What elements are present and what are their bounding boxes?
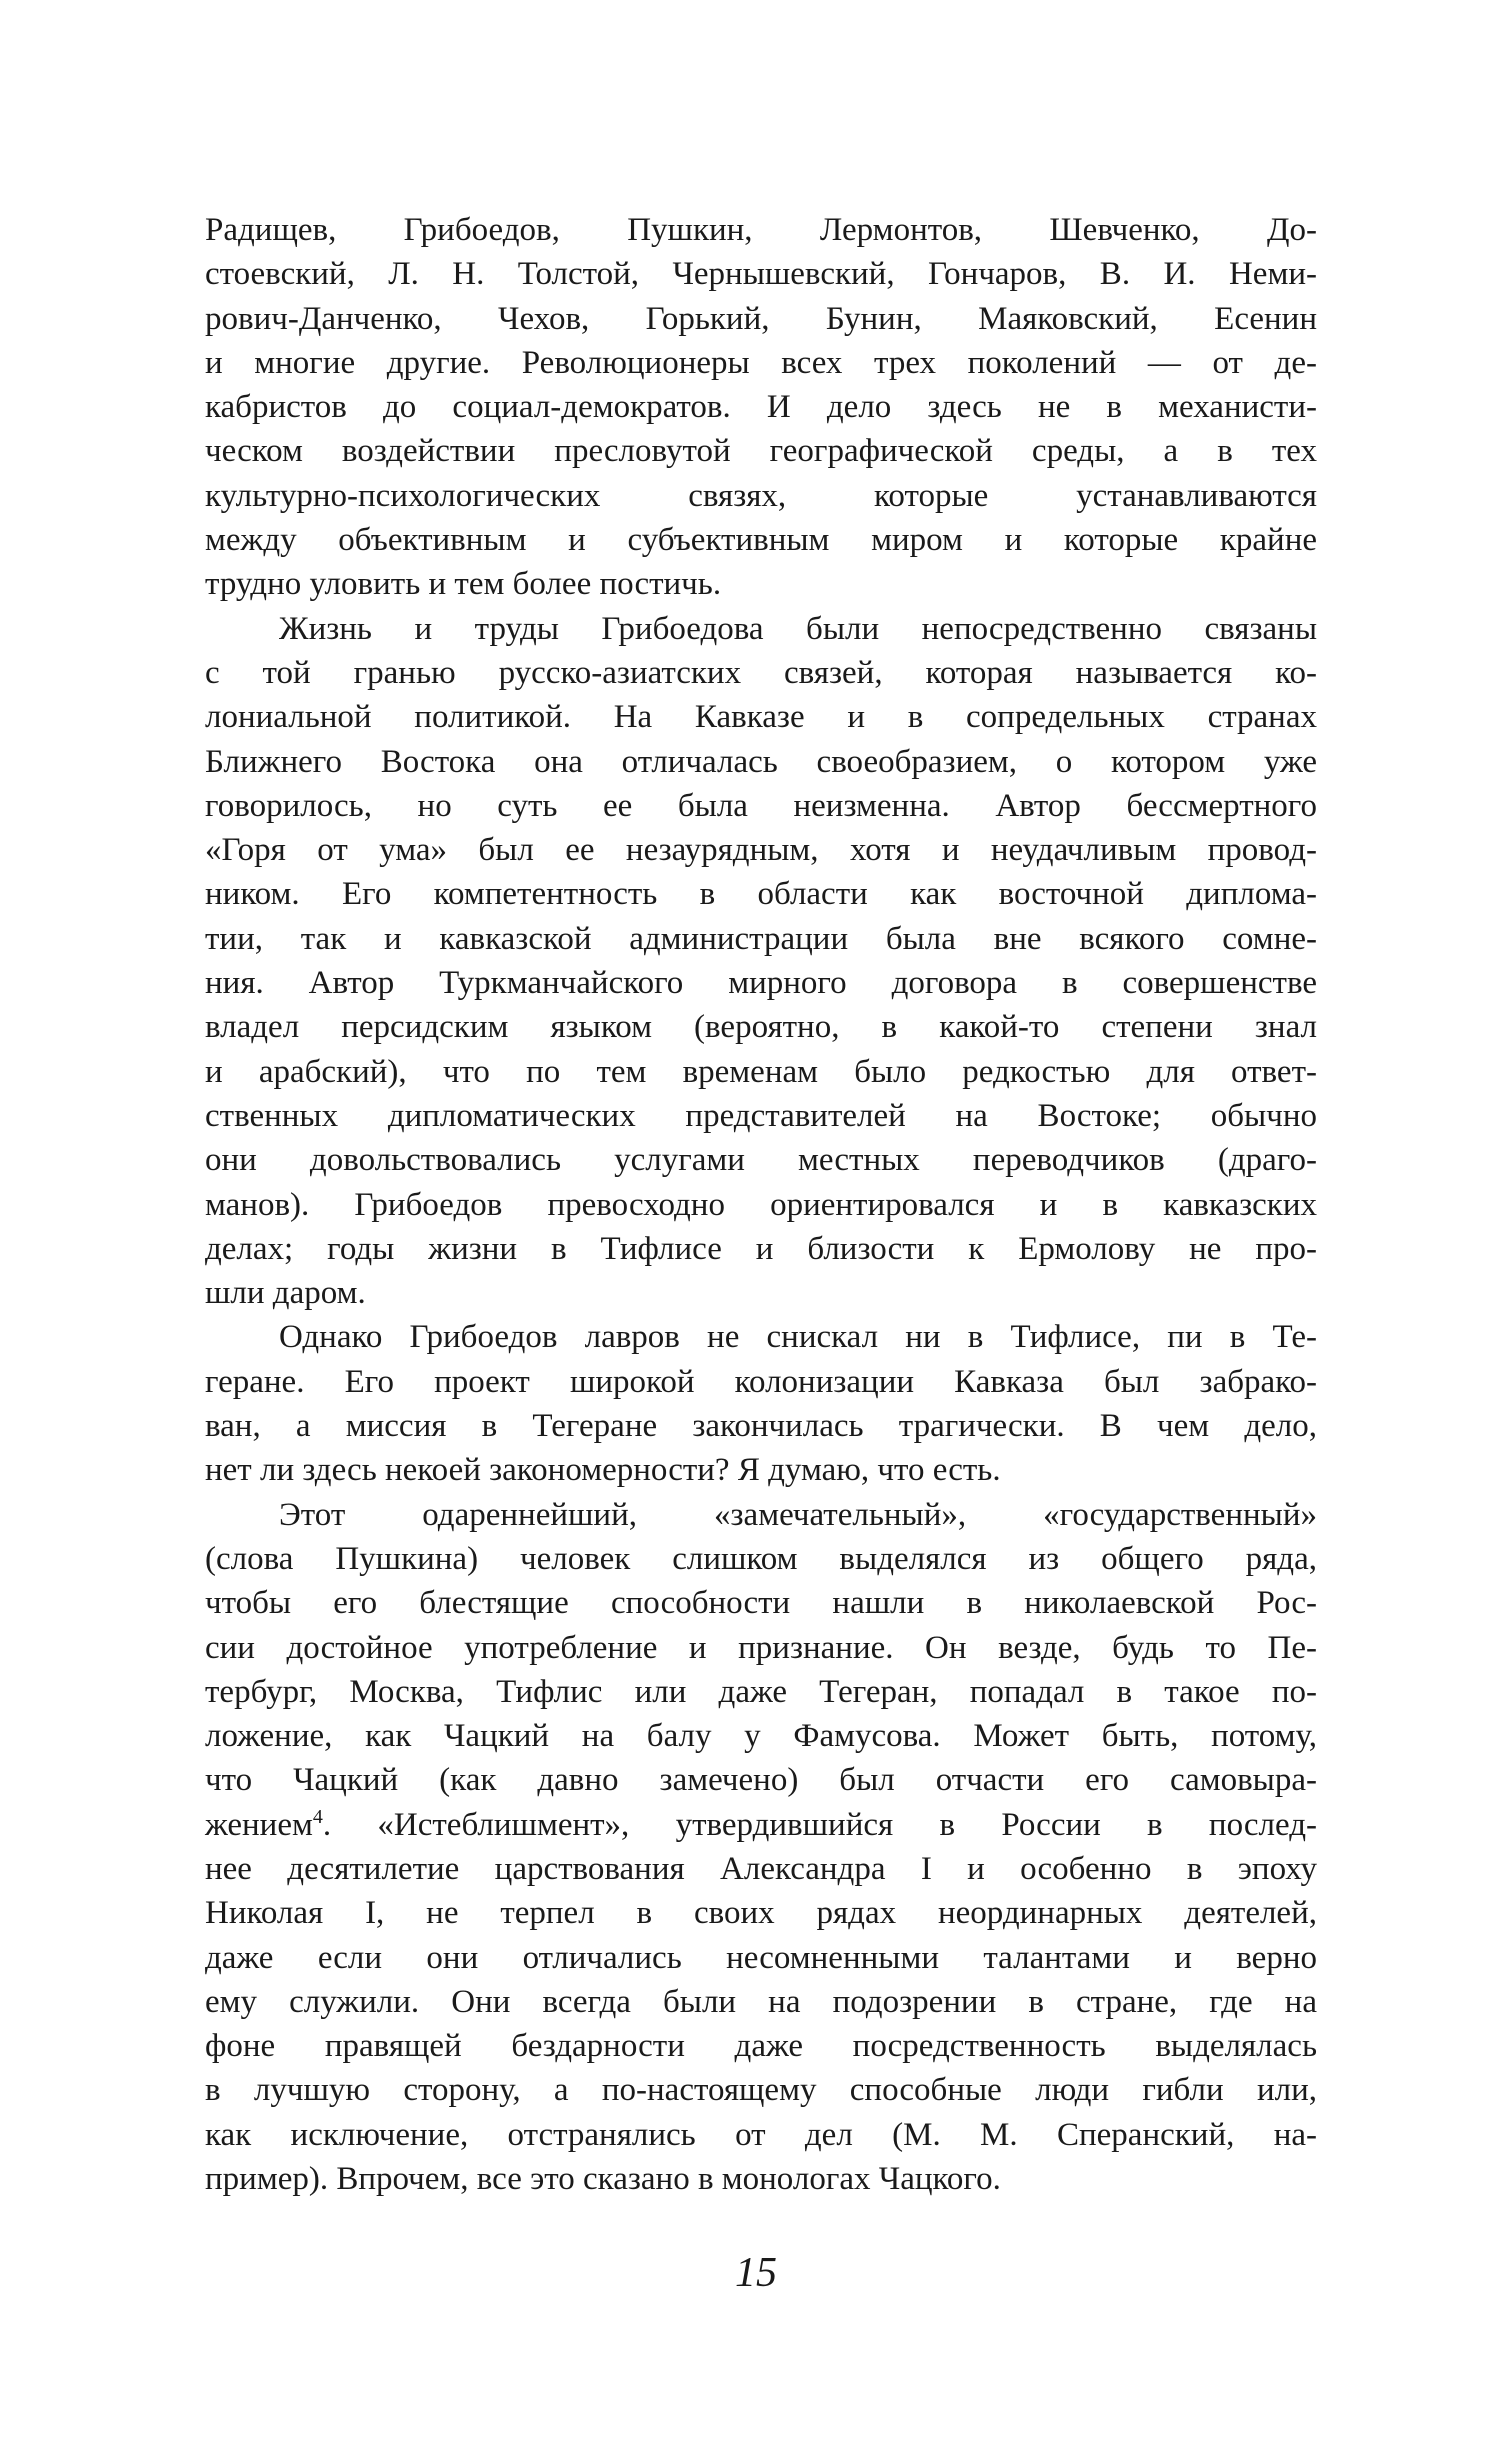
text-line: ему служили. Они всегда были на подозрении в стране, где на <box>205 1983 1317 2020</box>
text-line: и арабский), что по тем временам было редкостью для ответ- <box>205 1053 1317 1090</box>
text-line: Однако Грибоедов лавров не снискал ни в Тифлисе, пи в Те- <box>279 1319 1317 1356</box>
text-line: трудно уловить и тем более постичь. <box>205 566 722 603</box>
text-line: как исключение, отстранялись от дел (М. М. Сперанский, на- <box>205 2116 1317 2153</box>
text-line: ственных дипломатических представителей на Востоке; обычно <box>205 1097 1317 1134</box>
text-line-with-footnote <box>205 1803 1317 1847</box>
text-line: чтобы его блестящие способности нашли в николаевской Рос- <box>205 1585 1317 1622</box>
text-line: шли даром. <box>205 1275 366 1312</box>
paragraph-1 <box>205 208 1317 607</box>
text-line: владел персидским языком (вероятно, в какой-то степени знал <box>205 1009 1317 1046</box>
text-line: рович-Данченко, Чехов, Горький, Бунин, Маяковский, Есенин <box>205 300 1317 337</box>
footnote-reference[interactable]: 4 <box>312 1805 323 1828</box>
page-number: 15 <box>735 2250 777 2296</box>
text-line: нее десятилетие царствования Александра I и особенно в эпоху <box>205 1850 1317 1887</box>
text-line: Жизнь и труды Грибоедова были непосредственно связаны <box>279 610 1317 647</box>
text-line: между объективным и субъективным миром и которые крайне <box>205 522 1317 559</box>
text-line: ложение, как Чацкий на балу у Фамусова. Может быть, потому, <box>205 1718 1317 1755</box>
text-line: пример). Впрочем, все это сказано в монологах Чацкого. <box>205 2161 1001 2198</box>
text-line: даже если они отличались несомненными талантами и верно <box>205 1939 1317 1976</box>
footnote-line-before: жением <box>205 1806 313 1843</box>
text-line: лониальной политикой. На Кавказе и в сопредельных странах <box>205 699 1317 736</box>
footnote-line-after: . «Истеблишмент», утвердившийся в России в послед- <box>322 1806 1317 1843</box>
paragraph-3 <box>205 1315 1317 1492</box>
text-line: нет ли здесь некоей закономерности? Я думаю, что есть. <box>205 1452 1001 1489</box>
text-line: с той гранью русско-азиатских связей, которая называется ко- <box>205 654 1317 691</box>
text-line: говорилось, но суть ее была неизменна. Автор бессмертного <box>205 787 1317 824</box>
text-line: ческом воздействии пресловутой географической среды, а в тех <box>205 433 1317 470</box>
text-line: ником. Его компетентность в области как восточной диплома- <box>205 876 1317 913</box>
text-line: (слова Пушкина) человек слишком выделялся из общего ряда, <box>205 1540 1317 1577</box>
text-line: делах; годы жизни в Тифлисе и близости к Ермолову не про- <box>205 1230 1317 1267</box>
text-line: сии достойное употребление и признание. Он везде, будь то Пе- <box>205 1629 1317 1666</box>
text-line: тербург, Москва, Тифлис или даже Тегеран, попадал в такое по- <box>205 1673 1317 1710</box>
text-line: тии, так и кавказской администрации была вне всякого сомне- <box>205 920 1317 957</box>
text-line: манов). Грибоедов превосходно ориентировался и в кавказских <box>205 1186 1317 1223</box>
text-line: ван, а миссия в Тегеране закончилась трагически. В чем дело, <box>205 1408 1317 1445</box>
paragraph-4 <box>205 1493 1317 2202</box>
text-line: ния. Автор Туркманчайского мирного договора в совершенстве <box>205 965 1317 1002</box>
text-line: Николая I, не терпел в своих рядах неординарных деятелей, <box>205 1895 1317 1932</box>
text-line: стоевский, Л. Н. Толстой, Чернышевский, Гончаров, В. И. Неми- <box>205 256 1317 293</box>
text-line: Радищев, Грибоедов, Пушкин, Лермонтов, Шевченко, До- <box>205 212 1317 248</box>
text-line: кабристов до социал-демократов. И дело здесь не в механисти- <box>205 389 1317 426</box>
text-line: Ближнего Востока она отличалась своеобразием, о котором уже <box>205 743 1317 780</box>
paragraph-2 <box>205 607 1317 1316</box>
page-body-text <box>205 208 1317 2201</box>
text-line: фоне правящей бездарности даже посредственность выделялась <box>205 2028 1317 2065</box>
text-line: они довольствовались услугами местных переводчиков (драго- <box>205 1142 1317 1179</box>
text-line: и многие другие. Революционеры всех трех поколений — от де- <box>205 344 1317 381</box>
text-line: что Чацкий (как давно замечено) был отчасти его самовыра- <box>205 1762 1317 1799</box>
text-line: геране. Его проект широкой колонизации Кавказа был забрако- <box>205 1363 1317 1400</box>
text-line: в лучшую сторону, а по-настоящему способные люди гибли или, <box>205 2072 1317 2109</box>
text-line: «Горя от ума» был ее незаурядным, хотя и неудачливым провод- <box>205 832 1317 869</box>
text-line: Этот одареннейший, «замечательный», «государственный» <box>279 1496 1317 1533</box>
text-line: культурно-психологических связях, которые устанавливаются <box>205 477 1317 514</box>
